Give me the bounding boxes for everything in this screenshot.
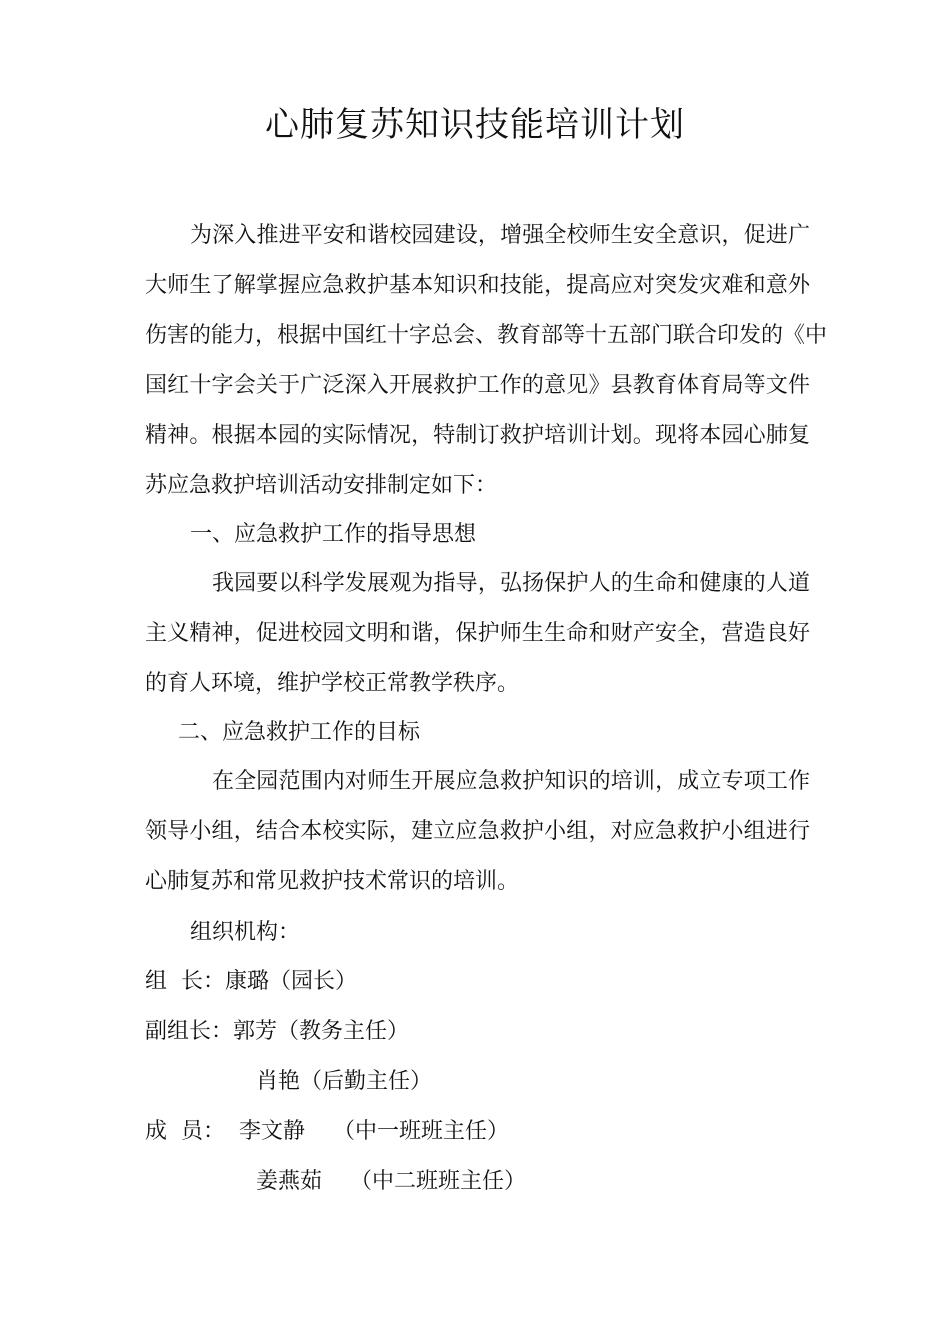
org-member-2: 姜燕茹 （中二班班主任） (256, 1169, 526, 1194)
section2-line-3: 心肺复苏和常见救护技术常识的培训。 (145, 869, 520, 894)
org-leader: 组 长：康璐（园长） (145, 969, 357, 994)
org-deputy-1: 副组长：郭芳（教务主任） (145, 1019, 410, 1044)
intro-line-4: 国红十字会关于广泛深入开展救护工作的意见》县教育体育局等文件 (145, 373, 810, 398)
section1-heading: 一、应急救护工作的指导思想 (190, 522, 477, 547)
org-heading: 组织机构： (190, 920, 301, 945)
section2-line-2: 领导小组，结合本校实际，建立应急救护小组，对应急救护小组进行 (145, 819, 810, 844)
org-member-1: 成 员： 李文静 （中一班班主任） (145, 1119, 509, 1144)
intro-line-3: 伤害的能力，根据中国红十字总会、教育部等十五部门联合印发的《中 (145, 323, 828, 348)
section1-line-2: 主义精神，促进校园文明和谐，保护师生生命和财产安全，营造良好 (145, 621, 810, 646)
intro-line-1: 为深入推进平安和谐校园建设，增强全校师生安全意识，促进广 (190, 223, 810, 248)
intro-line-6: 苏应急救护培训活动安排制定如下： (145, 473, 498, 498)
document-title: 心肺复苏知识技能培训计划 (265, 105, 685, 145)
section1-line-3: 的育人环境，维护学校正常教学秩序。 (145, 671, 520, 696)
org-deputy-2: 肖艳（后勤主任） (256, 1069, 433, 1094)
section2-heading: 二、应急救护工作的目标 (178, 720, 421, 745)
intro-line-2: 大师生了解掌握应急救护基本知识和技能，提高应对突发灾难和意外 (145, 273, 810, 298)
section2-line-1: 在全园范围内对师生开展应急救护知识的培训，成立专项工作 (212, 769, 810, 794)
section1-line-1: 我园要以科学发展观为指导，弘扬保护人的生命和健康的人道 (212, 571, 810, 596)
intro-line-5: 精神。根据本园的实际情况，特制订救护培训计划。现将本园心肺复 (145, 423, 810, 448)
